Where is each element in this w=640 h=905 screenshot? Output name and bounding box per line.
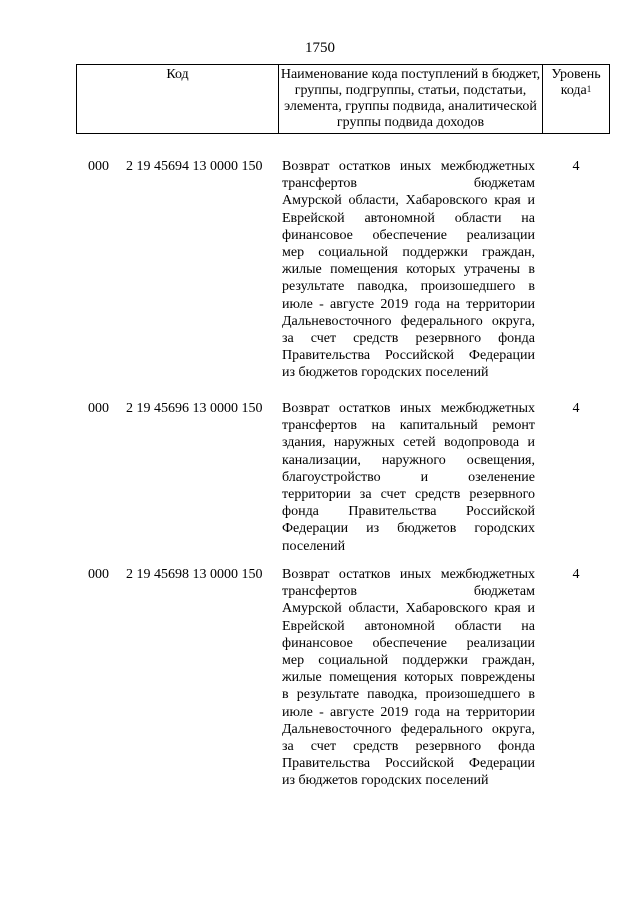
row-name-line: Правительства Российской Федерации <box>282 756 535 772</box>
row-name-line: Правительства Российской Федерации <box>282 348 535 364</box>
row-name-line: трансфертов на капитальный ремонт <box>282 418 535 434</box>
row-name-line: мер социальной поддержки граждан, <box>282 245 535 261</box>
row-name-line: благоустройство и озеленение <box>282 469 535 485</box>
row-code: 2 19 45694 13 0000 150 <box>126 159 263 174</box>
row-name-line: поселений <box>282 538 346 554</box>
row-name-line: июле - августе 2019 года на территории <box>282 704 535 720</box>
footnote-marker: 1 <box>586 84 592 94</box>
row-prefix: 000 <box>88 159 109 174</box>
row-name-line: в результате паводка, произошедшего в <box>282 687 535 703</box>
table-header <box>76 64 610 134</box>
row-name-line: канализации, наружного освещения, <box>282 452 535 468</box>
row-code: 2 19 45698 13 0000 150 <box>126 567 263 582</box>
row-name-line: Дальневосточного федерального округа, <box>282 721 535 737</box>
header-level <box>543 65 609 133</box>
header-code: Код <box>77 65 279 133</box>
row-name-line: территории за счет средств резервного <box>282 487 535 503</box>
row-name-line: Возврат остатков иных межбюджетных <box>282 401 535 416</box>
page-number: 1750 <box>305 40 335 56</box>
row-name-line: финансовое обеспечение реализации <box>282 227 535 243</box>
header-name: Наименование кода поступлений в бюджет, группы, подгруппы, статьи, подстатьи, элемента, группы подвида, аналитической группы подвида доходов <box>279 65 543 133</box>
row-name-line: результате паводка, произошедшего в <box>282 279 535 295</box>
row-name-line: за счет средств резервного фонда <box>282 331 535 347</box>
row-name-line: жилые помещения которых утрачены в <box>282 262 535 278</box>
header-level-text: Уровень кода <box>551 67 601 98</box>
row-name-line: здания, наружных сетей водопровода и <box>282 435 535 451</box>
row-name <box>282 400 535 555</box>
row-level: 4 <box>572 401 580 416</box>
row-name <box>282 158 535 382</box>
row-name-line: Еврейской автономной области на <box>282 618 535 634</box>
row-name <box>282 566 535 790</box>
row-prefix: 000 <box>88 567 109 582</box>
row-level: 4 <box>572 567 580 582</box>
row-name-line: июле - августе 2019 года на территории <box>282 296 535 312</box>
row-level: 4 <box>572 159 580 174</box>
row-name-line: мер социальной поддержки граждан, <box>282 653 535 669</box>
row-code: 2 19 45696 13 0000 150 <box>126 401 263 416</box>
row-name-line: трансфертов бюджетам <box>282 584 535 600</box>
row-name-line: Возврат остатков иных межбюджетных <box>282 159 535 174</box>
row-name-line: трансфертов бюджетам <box>282 176 535 192</box>
row-name-line: из бюджетов городских поселений <box>282 365 489 381</box>
row-name-line: Возврат остатков иных межбюджетных <box>282 567 535 582</box>
row-name-line: Еврейской автономной области на <box>282 210 535 226</box>
row-name-line: финансовое обеспечение реализации <box>282 635 535 651</box>
row-name-line: Федерации из бюджетов городских <box>282 521 535 537</box>
row-name-line: за счет средств резервного фонда <box>282 739 535 755</box>
row-name-line: Дальневосточного федерального округа, <box>282 313 535 329</box>
row-name-line: фонда Правительства Российской <box>282 504 535 520</box>
row-name-line: жилые помещения которых повреждены <box>282 670 535 686</box>
row-name-line: Амурской области, Хабаровского края и <box>282 601 535 617</box>
row-name-line: из бюджетов городских поселений <box>282 773 489 789</box>
row-name-line: Амурской области, Хабаровского края и <box>282 193 535 209</box>
row-prefix: 000 <box>88 401 109 416</box>
